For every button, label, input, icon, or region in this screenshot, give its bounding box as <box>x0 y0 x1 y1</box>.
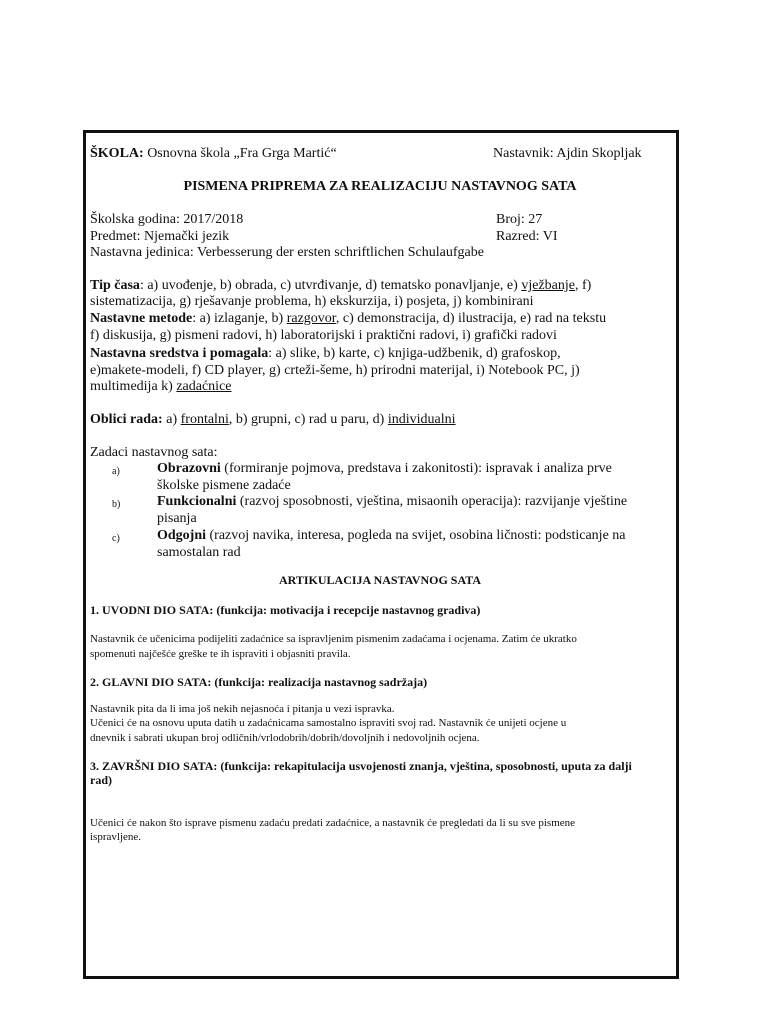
task-title: Obrazovni <box>157 461 221 476</box>
task-desc: (razvoj sposobnosti, vještina, misaonih operacija): razvijanje vještine <box>236 494 628 509</box>
resources-line1 <box>90 345 561 362</box>
task-item <box>112 460 672 494</box>
task-title: Funkcionalni <box>157 494 237 509</box>
lesson-type-label: Tip časa <box>90 278 140 293</box>
work-forms <box>90 411 456 428</box>
intro-text-line2: spomenuti najčešće greške te ih ispraviti i objasniti pravila. <box>90 648 351 660</box>
resources-line2: e)makete-modeli, f) CD player, g) crteži-šeme, h) prirodni materijal, i) Notebook PC, j) <box>90 363 580 378</box>
work-form-frontal: frontalni <box>180 412 229 427</box>
resources-label: Nastavna sredstva i pomagala <box>90 346 269 361</box>
final-heading-line1: 3. ZAVRŠNI DIO SATA: (funkcija: rekapitulacija usvojenosti znanja, vještina, sposobnosti, uputa za dalji <box>90 759 632 773</box>
tasks-label: Zadaci nastavnog sata: <box>90 445 218 460</box>
articulation-heading: ARTIKULACIJA NASTAVNOG SATA <box>278 573 482 587</box>
task-desc-2: pisanja <box>157 511 197 526</box>
task-desc: (razvoj navika, interesa, pogleda na svijet, osobina ličnosti: podsticanje na <box>206 528 626 543</box>
main-text-line3: dnevnik i sabrati ukupan broj odličnih/vrlodobrih/dobrih/dovoljnih i nedovoljnih ocjena. <box>90 732 480 744</box>
final-heading-line2: rad) <box>90 773 112 787</box>
lesson-type-line1 <box>90 277 591 294</box>
lesson-type-selected: vježbanje <box>521 278 575 293</box>
methods-line1 <box>90 310 606 327</box>
task-desc-2: samostalan rad <box>157 545 241 560</box>
work-forms-label: Oblici rada: <box>90 412 163 427</box>
methods-label: Nastavne metode <box>90 311 193 326</box>
task-desc-2: školske pismene zadaće <box>157 478 291 493</box>
document-title: PISMENA PRIPREMA ZA REALIZACIJU NASTAVNOG SATA <box>183 179 577 194</box>
main-heading: 2. GLAVNI DIO SATA: (funkcija: realizacija nastavnog sadržaja) <box>90 675 428 689</box>
intro-heading-function: : (funkcija: motivacija i recepcije nastavnog gradiva) <box>209 603 481 617</box>
methods-text-end: , c) demonstracija, d) ilustracija, e) rad na tekstu <box>335 311 607 326</box>
grade: Razred: VI <box>496 229 558 244</box>
main-text-line2: Učenici će na osnovu uputa datih u zadaćnicama samostalno ispraviti svoj rad. Nastavnik će unijeti ocjene u <box>90 717 567 729</box>
main-text-line1: Nastavnik pita da li ima još nekih nejasnoća i pitanja u vezi ispravka. <box>90 703 395 715</box>
task-text <box>157 493 677 527</box>
lesson-type-text-end: , f) <box>574 278 592 293</box>
resources-text: : a) slike, b) karte, c) knjiga-udžbenik, d) grafoskop, <box>268 346 561 361</box>
subject: Predmet: Njemački jezik <box>90 229 230 244</box>
lesson-type-text: : a) uvođenje, b) obrada, c) utvrđivanje, d) tematsko ponavljanje, e) <box>139 278 522 293</box>
intro-heading-title: 1. UVODNI DIO SATA <box>90 603 210 617</box>
final-text-line2: ispravljene. <box>90 831 142 843</box>
work-forms-mid: , b) grupni, c) rad u paru, d) <box>228 412 388 427</box>
methods-text: : a) izlaganje, b) <box>192 311 287 326</box>
school-label: ŠKOLA: <box>90 146 144 161</box>
task-desc: (formiranje pojmova, predstava i zakonitosti): ispravak i analiza prve <box>220 461 612 476</box>
work-form-individual: individualni <box>387 412 456 427</box>
task-title: Odgojni <box>157 528 207 543</box>
teacher-name: Nastavnik: Ajdin Skopljak <box>493 146 642 161</box>
task-marker: a) <box>112 466 120 477</box>
resources-text-3: multimedija k) <box>90 379 177 394</box>
intro-heading <box>90 603 480 618</box>
school-year: Školska godina: 2017/2018 <box>90 212 244 227</box>
methods-selected: razgovor <box>286 311 336 326</box>
intro-text-line1: Nastavnik će učenicima podijeliti zadaćnice sa ispravljenim pismenim zadaćama i ocjenama. Zatim će ukratko <box>90 633 577 645</box>
resources-line3 <box>90 378 232 395</box>
lesson-unit: Nastavna jedinica: Verbesserung der ersten schriftlichen Schulaufgabe <box>90 245 484 260</box>
task-item <box>112 493 672 527</box>
final-text-line1: Učenici će nakon što isprave pismenu zadaću predati zadaćnice, a nastavnik će pregledati da li su sve pismene <box>90 817 576 829</box>
number: Broj: 27 <box>496 212 543 227</box>
school-name: Osnovna škola „Fra Grga Martić“ <box>147 146 337 161</box>
task-text <box>157 460 677 494</box>
task-marker: b) <box>112 499 121 510</box>
resources-selected: zadaćnice <box>176 379 232 394</box>
task-item <box>112 527 672 561</box>
methods-line2: f) diskusija, g) pismeni radovi, h) laboratorijski i praktični radovi, i) grafički radovi <box>90 328 557 343</box>
school-line <box>90 145 337 162</box>
work-forms-a: a) <box>162 412 181 427</box>
lesson-type-line2: sistematizacija, g) rješavanje problema, h) ekskurzija, i) posjeta, j) kombinirani <box>90 294 534 309</box>
task-text <box>157 527 677 561</box>
task-marker: c) <box>112 533 120 544</box>
